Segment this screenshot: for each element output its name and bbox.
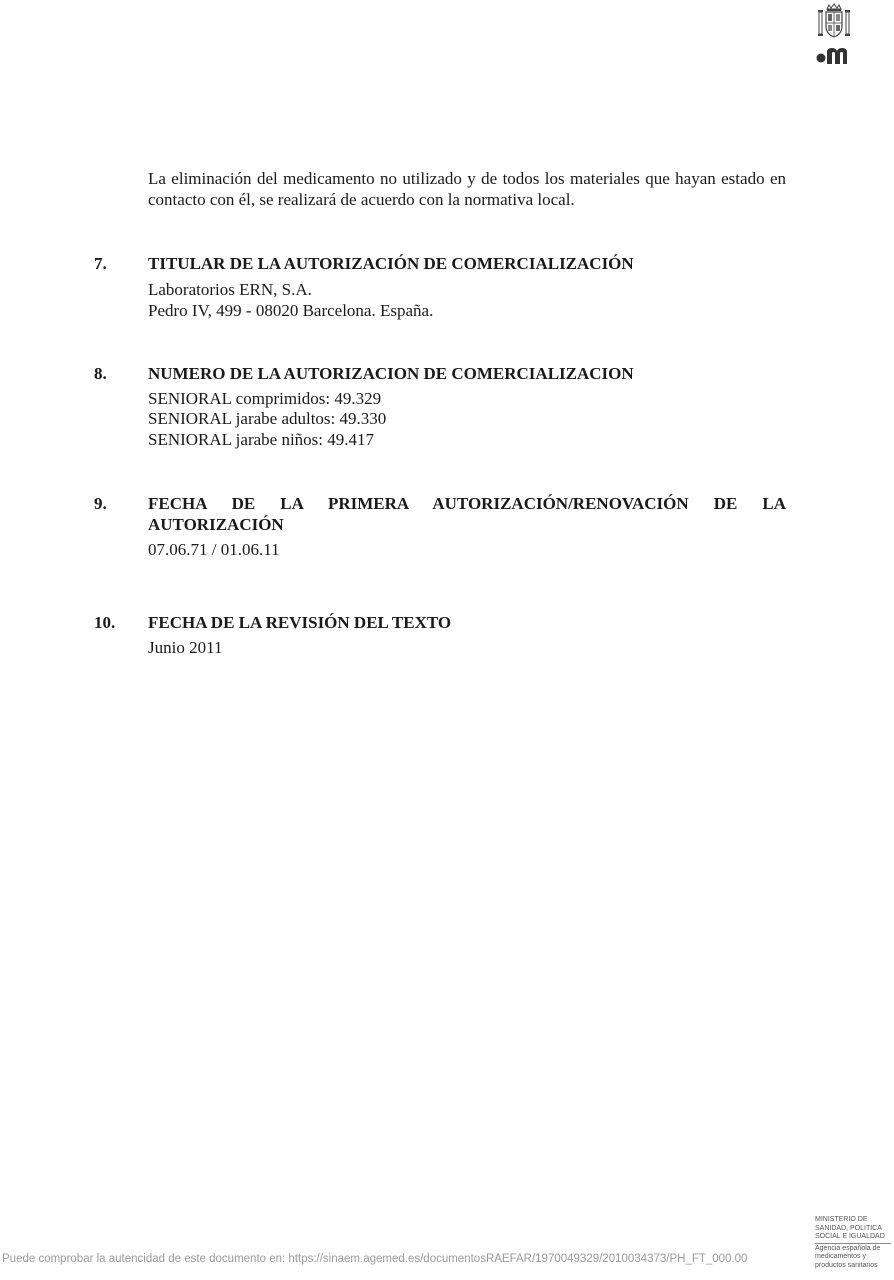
ministry-divider bbox=[815, 1243, 891, 1244]
section-8-number: 8. bbox=[94, 364, 107, 383]
section-7-number: 7. bbox=[94, 254, 107, 273]
section-9-title-line1: FECHA DE LA PRIMERA AUTORIZACIÓN/RENOVACIÓN DE LA bbox=[148, 494, 786, 513]
section-9-title-line2: AUTORIZACIÓN bbox=[148, 515, 284, 534]
ministry-line: SOCIAL E IGUALDAD bbox=[815, 1233, 885, 1240]
ministry-line: SANIDAD, POLITICA bbox=[815, 1224, 882, 1232]
holder-name: Laboratorios ERN, S.A. bbox=[148, 280, 312, 299]
section-8-title: NUMERO DE LA AUTORIZACION DE COMERCIALIZACION bbox=[148, 364, 634, 383]
disposal-paragraph: La eliminación del medicamento no utilizado y de todos los materiales que hayan estado en contacto con él, se realizará de acuerdo con la normativa local. bbox=[148, 169, 786, 209]
agency-line: productos sanitarios bbox=[815, 1261, 878, 1269]
header-logo bbox=[816, 2, 852, 66]
authorization-dates: 07.06.71 / 01.06.11 bbox=[148, 540, 280, 559]
section-7-title: TITULAR DE LA AUTORIZACIÓN DE COMERCIALIZACIÓN bbox=[148, 254, 634, 273]
aemps-logo-icon bbox=[816, 44, 852, 66]
authorization-number-syrup-adults: SENIORAL jarabe adultos: 49.330 bbox=[148, 409, 387, 428]
holder-address: Pedro IV, 499 - 08020 Barcelona. España. bbox=[148, 301, 434, 320]
agency-line: medicamentos y bbox=[815, 1253, 866, 1260]
verification-footer: Puede comprobar la autencidad de este documento en: https://sinaem.agemed.es/documentosRAEFAR/1970049329/2010034373/PH_FT_000.00 bbox=[2, 1253, 748, 1265]
coat-of-arms-icon bbox=[816, 2, 852, 40]
section-9-number: 9. bbox=[94, 494, 107, 513]
ministry-block bbox=[815, 1216, 891, 1270]
agency-line: Agencia española de bbox=[815, 1244, 881, 1252]
ministry-line: MINISTERIO DE bbox=[815, 1216, 868, 1223]
section-10-number: 10. bbox=[94, 613, 116, 632]
section-10-title: FECHA DE LA REVISIÓN DEL TEXTO bbox=[148, 613, 452, 632]
revision-date: Junio 2011 bbox=[148, 638, 223, 657]
authorization-number-syrup-children: SENIORAL jarabe niños: 49.417 bbox=[148, 430, 375, 449]
authorization-number-tablets: SENIORAL comprimidos: 49.329 bbox=[148, 389, 382, 408]
